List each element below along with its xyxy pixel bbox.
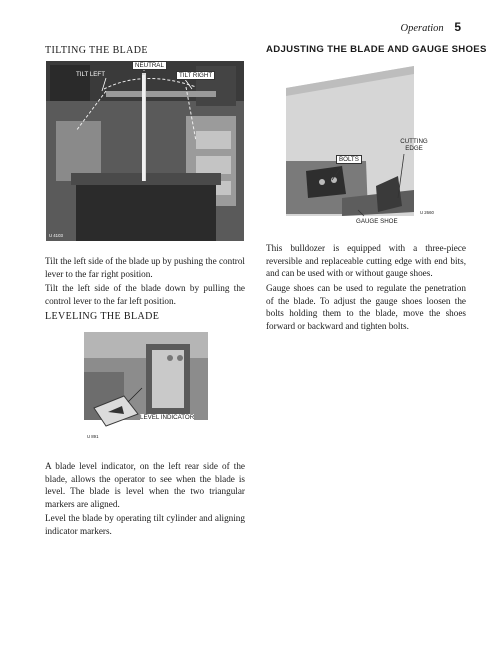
adjusting-heading: ADJUSTING THE BLADE AND GAUGE SHOES xyxy=(266,44,487,55)
tilting-heading: TILTING THE BLADE xyxy=(45,45,148,56)
adjust-paragraph-1: This bulldozer is equipped with a three-piece reversible and replaceable cutting edge with end bits, and can be used with or without gauge shoes. xyxy=(266,243,466,278)
section-name: Operation xyxy=(400,23,444,34)
tilt-paragraph-1: Tilt the left side of the blade up by pushing the control lever to the far right position. xyxy=(45,256,245,279)
page-number: 5 xyxy=(454,20,461,34)
figure-code: U 2660 xyxy=(420,210,434,215)
level-paragraph-1: A blade level indicator, on the left rear side of the blade, allows the operator to see when the blade is level. The blade is level when the two triangular markers are aligned. xyxy=(45,461,245,509)
figure-code: U 4103 xyxy=(49,233,63,238)
tilt-paragraph-2: Tilt the left side of the blade down by pulling the control lever to the far left position. xyxy=(45,283,245,306)
neutral-label: NEUTRAL xyxy=(132,61,167,70)
gauge-shoe-photo xyxy=(286,66,446,232)
adjust-paragraph-2: Gauge shoes can be used to regulate the penetration of the blade. To adjust the gauge shoes loosen the bolts holding them to the blade, move the shoes forward or backward and tighten bolts. xyxy=(266,283,466,331)
gauge-shoe-label: GAUGE SHOE xyxy=(356,218,398,225)
tilt-right-label: TILT RIGHT xyxy=(176,71,215,80)
page-header xyxy=(401,20,461,34)
tilt-lever-photo xyxy=(46,61,244,241)
cutting-edge-label: CUTTING EDGE xyxy=(400,138,428,152)
bolts-label: BOLTS xyxy=(336,155,362,164)
level-indicator-photo xyxy=(84,332,208,440)
figure-code: U 891 xyxy=(87,434,99,439)
level-paragraph-2: Level the blade by operating tilt cylinder and aligning indicator markers. xyxy=(45,513,245,536)
tilt-left-label: TILT LEFT xyxy=(76,71,105,78)
leveling-heading: LEVELING THE BLADE xyxy=(45,311,160,322)
level-indicator-label: LEVEL INDICATOR xyxy=(140,414,195,421)
